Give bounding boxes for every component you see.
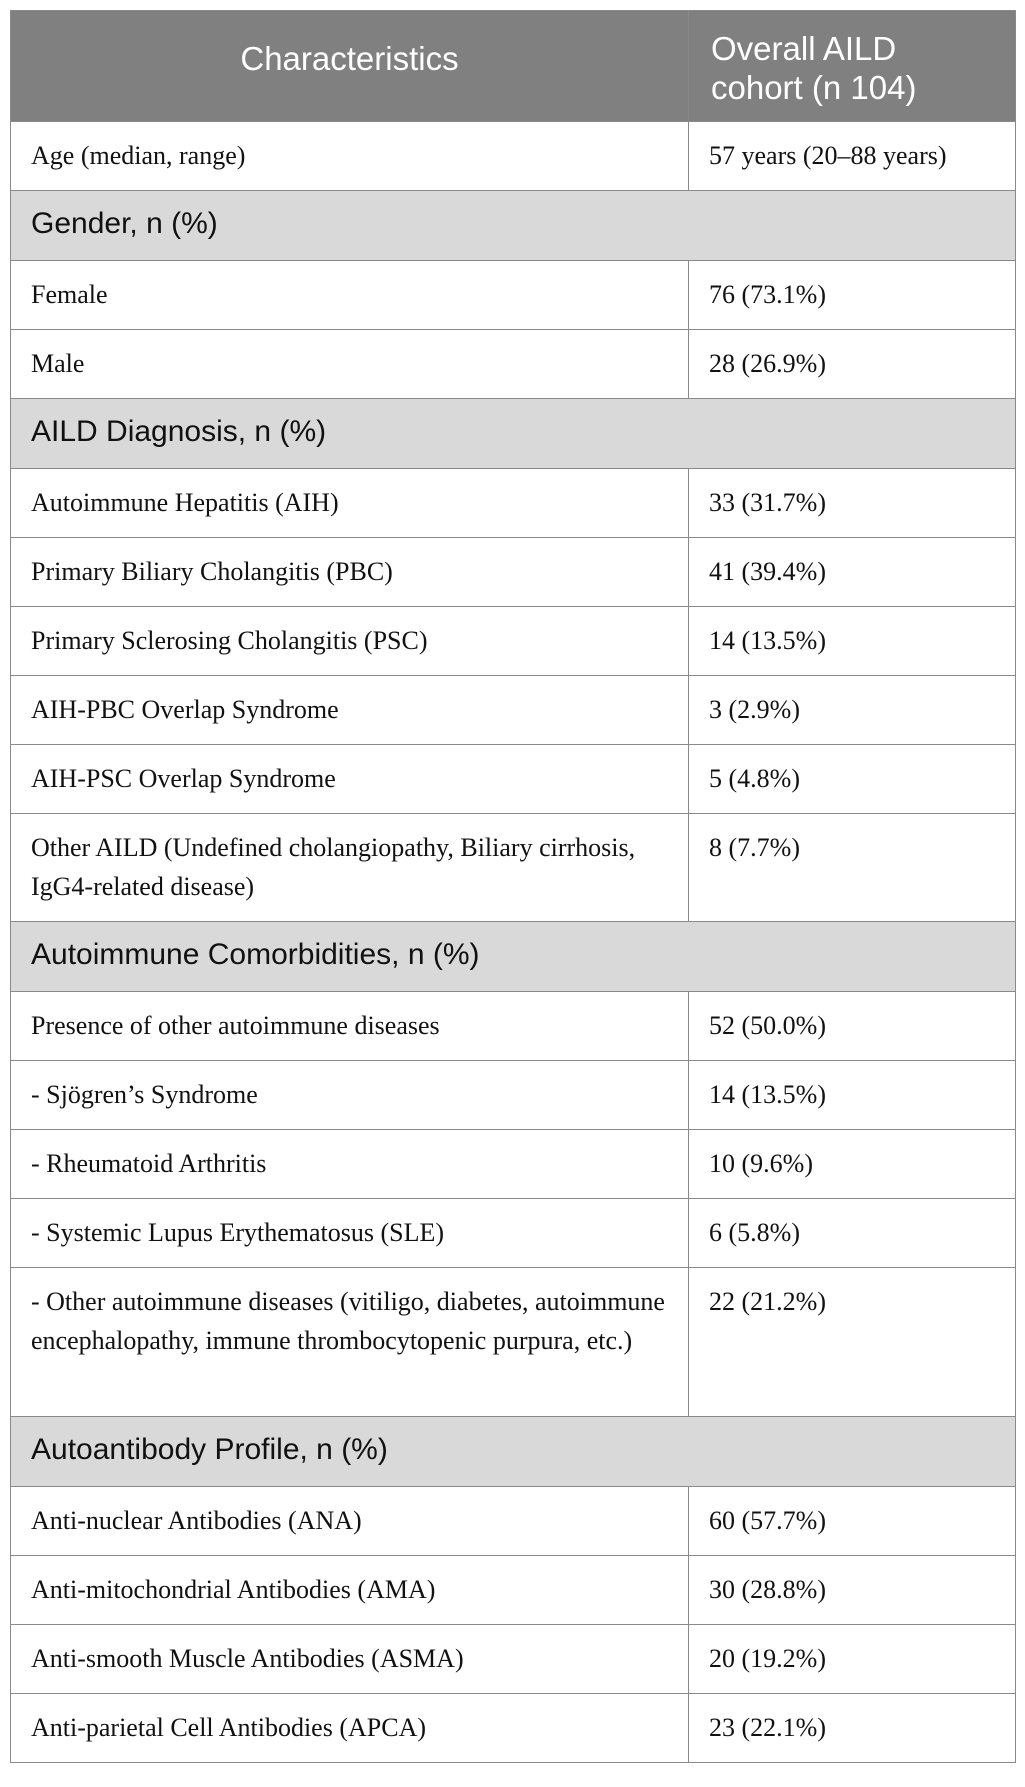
row-value: 8 (7.7%) xyxy=(689,814,1016,922)
row-value: 5 (4.8%) xyxy=(689,745,1016,814)
row-value: 14 (13.5%) xyxy=(689,607,1016,676)
row-label: Female xyxy=(11,261,689,330)
row-label: Age (median, range) xyxy=(11,122,689,191)
row-value: 3 (2.9%) xyxy=(689,676,1016,745)
section-label: Autoimmune Comorbidities, n (%) xyxy=(11,922,1016,992)
row-value: 33 (31.7%) xyxy=(689,469,1016,538)
table-row xyxy=(11,676,1016,745)
row-value: 10 (9.6%) xyxy=(689,1130,1016,1199)
section-label: Autoantibody Profile, n (%) xyxy=(11,1417,1016,1487)
row-label: - Other autoimmune diseases (vitiligo, diabetes, autoimmune encephalopathy, immune thrombocytopenic purpura, etc.) xyxy=(11,1268,689,1417)
row-label: Anti-parietal Cell Antibodies (APCA) xyxy=(11,1694,689,1763)
row-value: 20 (19.2%) xyxy=(689,1625,1016,1694)
header-characteristics: Characteristics xyxy=(11,11,689,122)
row-label: - Systemic Lupus Erythematosus (SLE) xyxy=(11,1199,689,1268)
row-value: 76 (73.1%) xyxy=(689,261,1016,330)
row-label: Presence of other autoimmune diseases xyxy=(11,992,689,1061)
row-label: Autoimmune Hepatitis (AIH) xyxy=(11,469,689,538)
section-label: AILD Diagnosis, n (%) xyxy=(11,399,1016,469)
table-row xyxy=(11,1268,1016,1417)
header-overall-line1: Overall AILD xyxy=(711,30,897,67)
table-container xyxy=(10,10,1015,1763)
table-row xyxy=(11,261,1016,330)
table-body xyxy=(11,122,1016,1763)
header-row xyxy=(11,11,1016,122)
row-value: 41 (39.4%) xyxy=(689,538,1016,607)
row-label: Anti-smooth Muscle Antibodies (ASMA) xyxy=(11,1625,689,1694)
row-value: 30 (28.8%) xyxy=(689,1556,1016,1625)
row-value: 57 years (20–88 years) xyxy=(689,122,1016,191)
row-label: Male xyxy=(11,330,689,399)
row-label: AIH-PSC Overlap Syndrome xyxy=(11,745,689,814)
table-row xyxy=(11,607,1016,676)
table-row xyxy=(11,469,1016,538)
row-label: Other AILD (Undefined cholangiopathy, Biliary cirrhosis, IgG4-related disease) xyxy=(11,814,689,922)
table-row xyxy=(11,538,1016,607)
table-row xyxy=(11,330,1016,399)
table-row xyxy=(11,122,1016,191)
table-row xyxy=(11,1487,1016,1556)
row-label: - Rheumatoid Arthritis xyxy=(11,1130,689,1199)
row-value: 60 (57.7%) xyxy=(689,1487,1016,1556)
row-label: Primary Biliary Cholangitis (PBC) xyxy=(11,538,689,607)
table-row xyxy=(11,1061,1016,1130)
table-row xyxy=(11,1199,1016,1268)
row-value: 6 (5.8%) xyxy=(689,1199,1016,1268)
header-overall-line2: cohort (n 104) xyxy=(711,69,917,106)
section-row xyxy=(11,922,1016,992)
row-value: 52 (50.0%) xyxy=(689,992,1016,1061)
header-overall-cohort xyxy=(689,11,1016,122)
row-label: Anti-mitochondrial Antibodies (AMA) xyxy=(11,1556,689,1625)
row-value: 28 (26.9%) xyxy=(689,330,1016,399)
section-row xyxy=(11,191,1016,261)
row-label: AIH-PBC Overlap Syndrome xyxy=(11,676,689,745)
row-value: 22 (21.2%) xyxy=(689,1268,1016,1417)
row-value: 14 (13.5%) xyxy=(689,1061,1016,1130)
table-row xyxy=(11,745,1016,814)
table-row xyxy=(11,1694,1016,1763)
row-label: - Sjögren’s Syndrome xyxy=(11,1061,689,1130)
table-row xyxy=(11,1556,1016,1625)
table-row xyxy=(11,814,1016,922)
table-row xyxy=(11,992,1016,1061)
table-row xyxy=(11,1625,1016,1694)
section-label: Gender, n (%) xyxy=(11,191,1016,261)
section-row xyxy=(11,399,1016,469)
row-value: 23 (22.1%) xyxy=(689,1694,1016,1763)
section-row xyxy=(11,1417,1016,1487)
characteristics-table xyxy=(10,10,1016,1763)
row-label: Anti-nuclear Antibodies (ANA) xyxy=(11,1487,689,1556)
table-row xyxy=(11,1130,1016,1199)
row-label: Primary Sclerosing Cholangitis (PSC) xyxy=(11,607,689,676)
